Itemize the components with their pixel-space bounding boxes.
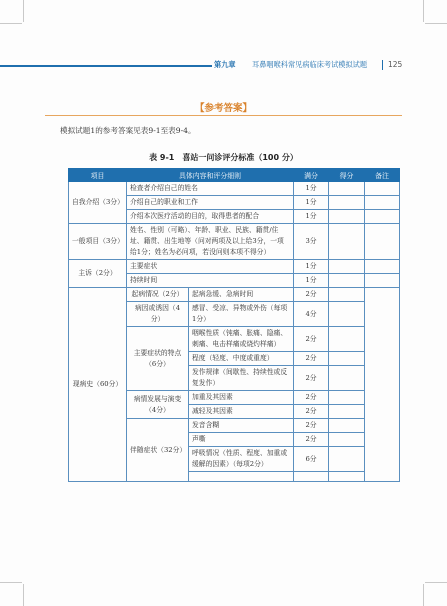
content-cell: 声嘶 <box>189 433 294 447</box>
content-cell: 加重及其因素 <box>189 391 294 405</box>
table-row <box>69 260 400 274</box>
note-cell <box>365 182 400 196</box>
content-cell <box>189 472 294 482</box>
note-cell <box>365 274 400 288</box>
content-cell: 姓名、性别（可略）、年龄、职业、民族、籍贯/住址、籍贯、出生地等（问对两项及以上给3分，一项给1分；姓名为必问项，若没问则本项不得分） <box>127 224 294 260</box>
score-cell <box>329 433 365 447</box>
col-header-note: 备注 <box>365 169 400 182</box>
crop-mark <box>425 23 447 24</box>
note-cell <box>365 288 400 482</box>
col-header-score: 得分 <box>329 169 365 182</box>
item-cell: 一般项目（3分） <box>69 224 127 260</box>
item-cell: 主诉（2分） <box>69 260 127 288</box>
content-cell: 减轻及其因素 <box>189 405 294 419</box>
header-rule <box>0 65 212 67</box>
note-cell <box>365 196 400 210</box>
sub-item-cell: 起病情况（2分） <box>127 288 189 302</box>
score-cell <box>329 352 365 366</box>
content-cell: 发作规律（间歇性、持续性或反复发作） <box>189 366 294 391</box>
full-marks-cell: 6分 <box>294 447 329 472</box>
score-cell <box>329 302 365 327</box>
note-cell <box>365 210 400 224</box>
score-cell <box>329 210 365 224</box>
crop-mark <box>423 0 424 22</box>
table-header-row <box>69 169 400 182</box>
crop-mark <box>425 582 447 583</box>
full-marks-cell: 1分 <box>294 196 329 210</box>
table-row <box>69 182 400 196</box>
crop-mark <box>23 0 24 22</box>
item-cell: 现病史（60分） <box>69 288 127 482</box>
full-marks-cell: 2分 <box>294 433 329 447</box>
content-cell: 检查者介绍自己的姓名 <box>127 182 294 196</box>
table-row <box>69 224 400 260</box>
sub-item-cell: 病情发展与演变（4分） <box>127 391 189 419</box>
content-cell: 呼吸情况（性质、程度、加重或缓解的因素）（每项2分） <box>189 447 294 472</box>
content-cell: 咽喉性质（钝痛、胀痛、隐痛、刺痛、电击样痛或烧灼样痛） <box>189 327 294 352</box>
full-marks-cell: 1分 <box>294 210 329 224</box>
full-marks-cell: 1分 <box>294 260 329 274</box>
section-rule <box>45 115 402 116</box>
header-divider <box>382 60 383 70</box>
sub-item-cell: 伴随症状（32分） <box>127 419 189 482</box>
table-row <box>69 288 400 302</box>
header-title: 耳鼻咽喉科常见病临床考试模拟试题 <box>252 60 368 69</box>
full-marks-cell: 2分 <box>294 327 329 352</box>
score-cell <box>329 224 365 260</box>
content-cell: 起病急缓、急病时间 <box>189 288 294 302</box>
crop-mark <box>23 584 24 606</box>
content-cell: 介绍本次医疗活动的目的，取得患者的配合 <box>127 210 294 224</box>
note-cell <box>365 224 400 260</box>
crop-mark <box>423 584 424 606</box>
intro-paragraph: 模拟试题1的参考答案见表9-1至表9-4。 <box>60 126 196 135</box>
page-number: 125 <box>388 60 403 69</box>
score-cell <box>329 182 365 196</box>
table-title: 表 9-1 喜站一问诊评分标准（100 分） <box>149 153 298 162</box>
crop-mark <box>0 23 22 24</box>
score-cell <box>329 419 365 433</box>
score-cell <box>329 391 365 405</box>
content-cell: 主要症状 <box>127 260 294 274</box>
section-heading: 【参考答案】 <box>194 103 252 114</box>
score-cell <box>329 274 365 288</box>
crop-mark <box>0 582 22 583</box>
note-cell <box>365 260 400 274</box>
content-cell: 介绍自己的职业和工作 <box>127 196 294 210</box>
score-cell <box>329 327 365 352</box>
content-cell: 感冒、受凉、异物或外伤（每项1分） <box>189 302 294 327</box>
header-chapter: 第九章 <box>214 60 236 69</box>
item-cell: 自我介绍（3分） <box>69 182 127 224</box>
sub-item-cell: 主要症状的特点（6分） <box>127 327 189 391</box>
score-cell <box>329 196 365 210</box>
col-header-content: 具体内容和评分细则 <box>127 169 294 182</box>
full-marks-cell: 3分 <box>294 224 329 260</box>
scoring-table <box>68 168 400 482</box>
score-cell <box>329 260 365 274</box>
full-marks-cell <box>294 472 329 482</box>
score-cell <box>329 447 365 472</box>
content-cell: 发音含糊 <box>189 419 294 433</box>
col-header-item: 项目 <box>69 169 127 182</box>
content-cell: 持续时间 <box>127 274 294 288</box>
full-marks-cell: 2分 <box>294 419 329 433</box>
full-marks-cell: 2分 <box>294 405 329 419</box>
score-cell <box>329 405 365 419</box>
content-cell: 程度（轻度、中度或重度） <box>189 352 294 366</box>
full-marks-cell: 2分 <box>294 352 329 366</box>
full-marks-cell: 4分 <box>294 302 329 327</box>
score-cell <box>329 472 365 482</box>
full-marks-cell: 1分 <box>294 274 329 288</box>
full-marks-cell: 2分 <box>294 288 329 302</box>
col-header-full: 满分 <box>294 169 329 182</box>
score-cell <box>329 288 365 302</box>
full-marks-cell: 2分 <box>294 366 329 391</box>
running-header <box>0 58 447 72</box>
score-cell <box>329 366 365 391</box>
full-marks-cell: 2分 <box>294 391 329 405</box>
sub-item-cell: 病因或诱因（4分） <box>127 302 189 327</box>
full-marks-cell: 1分 <box>294 182 329 196</box>
